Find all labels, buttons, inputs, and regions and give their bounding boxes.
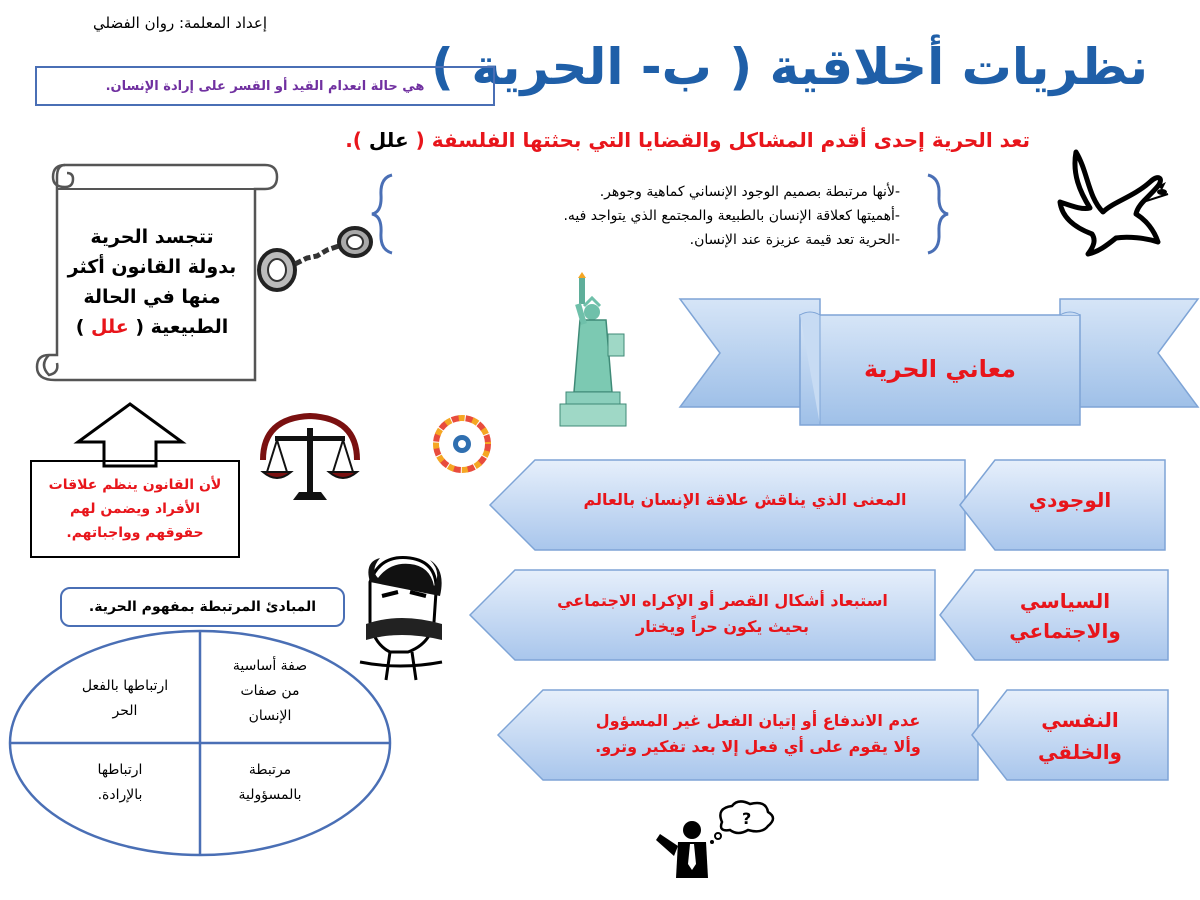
scroll-line-4-a: الطبيعية ( — [135, 316, 229, 338]
principle-free-act — [55, 674, 195, 724]
meaning-3-type — [1005, 704, 1155, 768]
law-reason-line-2: الأفراد ويضمن لهم — [69, 501, 201, 517]
reason-1: -لأنها مرتبطة بصميم الوجود الإنساني كماهية وجوهر. — [599, 184, 900, 200]
principle-responsibility-line-2: بالمسؤولية — [238, 787, 302, 803]
meaning-1-desc-line-1: المعنى الذي يناقش علاقة الإنسان بالعالم — [583, 490, 907, 509]
principle-will — [60, 758, 180, 808]
title-main: نظريات أخلاقية — [769, 38, 1148, 96]
meaning-2-type-line-2: والاجتماعي — [1009, 619, 1121, 643]
principle-will-line-1: ارتباطها — [97, 762, 143, 778]
scroll-keyword: علل — [91, 316, 129, 338]
title-paren-close: ) — [431, 38, 454, 96]
principle-essential-line-2: من صفات — [240, 683, 300, 699]
thinking-man-icon — [650, 800, 780, 880]
law-reason-line-3: حقوقهم وواجباتهم. — [66, 525, 204, 541]
meanings-title: معاني الحرية — [863, 355, 1017, 383]
author-credit: إعداد المعلمة: روان الفضلي — [93, 14, 267, 32]
meaning-2-desc-line-2: بحيث يكون حراً ويختار — [636, 617, 809, 636]
principle-essential-line-3: الإنسان — [248, 708, 292, 724]
title-paren-open: ( — [729, 38, 753, 96]
principle-free-act-line-2: الحر — [112, 703, 138, 719]
meaning-3-type-line-2: والخلقي — [1037, 740, 1122, 764]
scroll-line-3: منها في الحالة — [83, 286, 221, 308]
principle-essential-line-1: صفة أساسية — [232, 658, 308, 674]
reason-3: -الحرية تعد قيمة عزيزة عند الإنسان. — [689, 232, 900, 248]
principle-responsibility — [210, 758, 330, 808]
principle-free-act-line-1: ارتباطها بالفعل — [81, 678, 169, 694]
svg-text:?: ? — [742, 809, 752, 828]
meaning-3-desc-line-1: عدم الاندفاع أو إتيان الفعل غير المسؤول — [595, 711, 921, 730]
principle-responsibility-line-1: مرتبطة — [248, 762, 292, 778]
statement-close: ). — [345, 128, 362, 152]
principles-title: المبادئ المرتبطة بمفهوم الحرية. — [88, 599, 317, 615]
principle-will-line-2: بالإرادة. — [97, 787, 143, 803]
meaning-1-type: الوجودي — [1028, 488, 1112, 512]
reason-2: -أهميتها كعلاقة الإنسان بالطبيعة والمجتمع الذي يتواجد فيه. — [563, 208, 900, 224]
meaning-3-desc-line-2: وألا يقوم على أي فعل إلا بعد تفكير وترو. — [595, 737, 921, 756]
title-sub: ب- الحرية — [471, 38, 712, 96]
scroll-line-4-b: ) — [75, 316, 85, 338]
meaning-2-desc-line-1: استبعاد أشكال القصر أو الإكراه الاجتماعي — [557, 591, 888, 610]
meaning-2-type — [980, 586, 1150, 646]
scroll-line-1: تتجسد الحرية — [90, 226, 214, 248]
meaning-3-desc — [548, 708, 968, 760]
principles-title-box — [60, 587, 345, 627]
statement-open: ( — [415, 128, 425, 152]
principle-essential — [205, 654, 335, 729]
definition-text: هي حالة انعدام القيد أو القسر على إرادة الإنسان. — [105, 78, 425, 94]
law-reason-line-1: لأن القانون ينظم علاقات — [48, 477, 222, 493]
meaning-2-type-line-1: السياسي — [1019, 589, 1111, 613]
meaning-3-type-line-1: النفسي — [1041, 708, 1119, 732]
statement-keyword: علل — [368, 128, 409, 152]
principles-ellipse — [5, 628, 395, 858]
meaning-1-desc — [540, 490, 950, 509]
statement-text: تعد الحرية إحدى أقدم المشاكل والقضايا التي بحثتها الفلسفة — [431, 128, 1030, 152]
scroll-line-2: بدولة القانون أكثر — [67, 256, 237, 278]
meaning-2-desc — [520, 588, 925, 640]
